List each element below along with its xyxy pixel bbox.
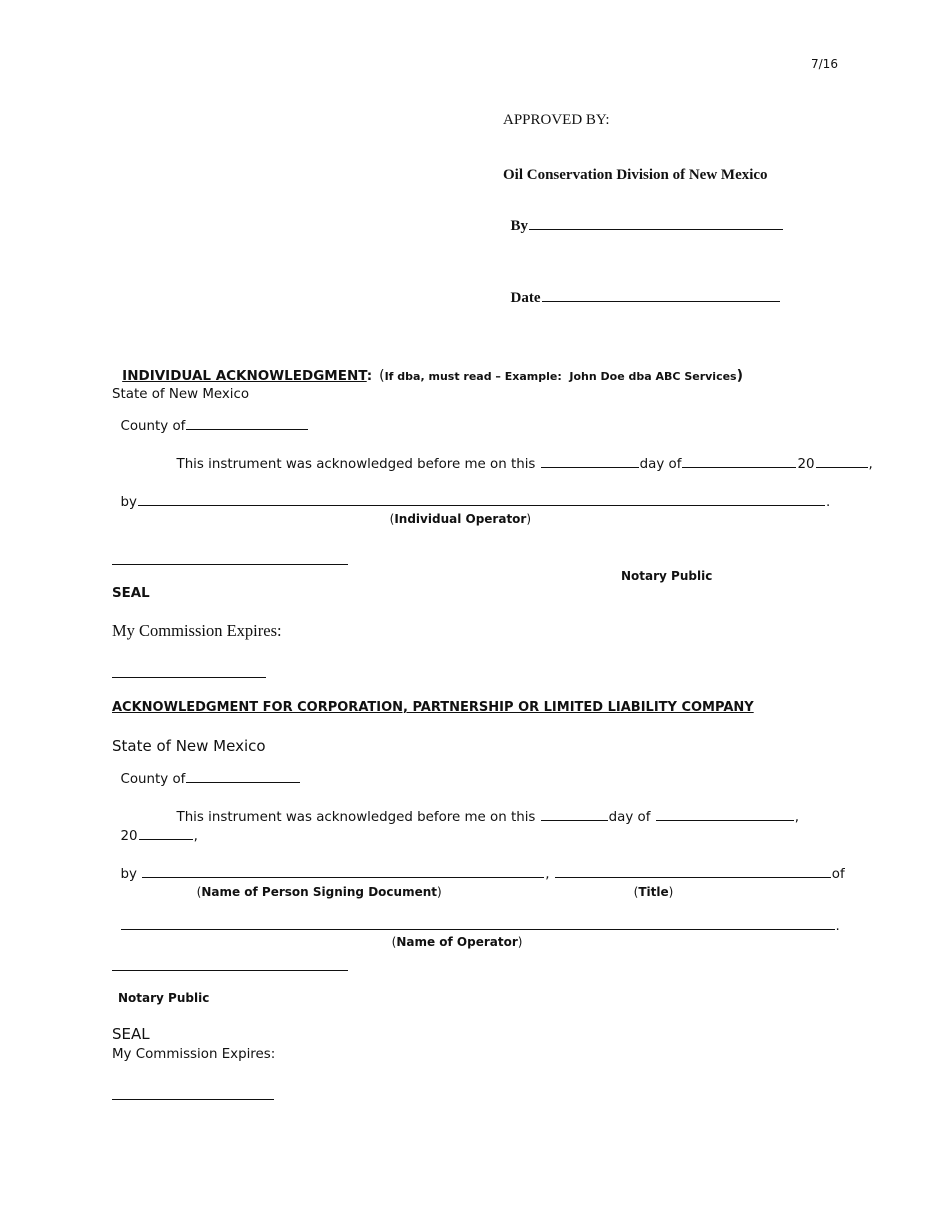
individual-month-field[interactable] — [682, 466, 796, 468]
individual-seal-label: SEAL — [112, 586, 150, 601]
corporate-instrument-line — [168, 798, 799, 825]
approved-by-label: APPROVED BY: — [503, 112, 610, 128]
approval-by-label: By — [510, 218, 529, 234]
individual-county-label: County of — [120, 419, 186, 435]
approval-date-line — [503, 276, 781, 306]
corporate-county-field[interactable] — [186, 781, 300, 783]
corporate-seal-label: SEAL — [112, 1025, 150, 1043]
corporate-state: State of New Mexico — [112, 737, 266, 755]
individual-heading-line — [112, 351, 743, 384]
approval-signature-field[interactable] — [529, 228, 783, 230]
corporate-instrument-text: This instrument was acknowledged before me on this — [176, 810, 536, 826]
individual-operator-caption: (Individual Operator) — [389, 512, 532, 526]
note-paren-close: ) — [736, 368, 744, 384]
individual-state: State of New Mexico — [112, 387, 250, 402]
approval-date-field[interactable] — [542, 300, 780, 302]
individual-commission-date-line[interactable] — [112, 677, 266, 678]
corporate-year-line — [112, 817, 198, 844]
individual-date-day-field[interactable] — [541, 466, 639, 468]
individual-commission-expires: My Commission Expires: — [112, 621, 282, 640]
approval-by-line — [503, 204, 784, 234]
corporate-notary-public-label: Notary Public — [118, 991, 210, 1005]
corporate-title-caption: (Title) — [633, 885, 674, 899]
corporate-commission-date-line[interactable] — [112, 1099, 274, 1100]
corporate-operator-caption: (Name of Operator) — [391, 935, 523, 949]
individual-instrument-text: This instrument was acknowledged before me on this — [176, 457, 536, 473]
corporate-by-comma: , — [545, 867, 550, 883]
individual-by-label: by — [120, 495, 137, 511]
page-number: 7/16 — [811, 57, 838, 71]
corporate-year-comma: , — [193, 829, 198, 845]
corporate-month-comma: , — [794, 810, 799, 826]
individual-county-field[interactable] — [186, 428, 308, 430]
individual-dba-note: If dba, must read – Example: John Doe dba ABC Services — [384, 370, 737, 383]
corporate-of-label: of — [831, 867, 845, 883]
individual-notary-public-label: Notary Public — [621, 569, 713, 583]
corporate-operator-period: . — [835, 919, 840, 935]
individual-by-period: . — [825, 495, 831, 511]
corporate-by-label: by — [120, 867, 137, 883]
corporate-year-field[interactable] — [139, 838, 193, 840]
corporate-notary-signature-line[interactable] — [112, 970, 348, 971]
individual-notary-signature-line[interactable] — [112, 564, 348, 565]
individual-county-line — [112, 407, 309, 434]
corporate-county-label: County of — [120, 772, 186, 788]
corporate-day-of-label: day of — [608, 810, 651, 826]
individual-year-field[interactable] — [816, 466, 868, 468]
individual-instrument-line — [168, 445, 873, 472]
corporate-month-field[interactable] — [656, 819, 794, 821]
individual-heading-colon: : — [366, 368, 373, 384]
individual-year-prefix: 20 — [797, 457, 815, 473]
approval-date-label: Date — [510, 290, 541, 306]
individual-day-of-label: day of — [639, 457, 682, 473]
corporate-county-line — [112, 760, 301, 787]
corporate-heading: ACKNOWLEDGMENT FOR CORPORATION, PARTNERSHIP OR LIMITED LIABILITY COMPANY — [112, 700, 754, 715]
corporate-title-field[interactable] — [555, 876, 831, 878]
agency-name: Oil Conservation Division of New Mexico — [503, 167, 768, 183]
individual-heading: INDIVIDUAL ACKNOWLEDGMENT — [122, 368, 367, 384]
corporate-commission-expires: My Commission Expires: — [112, 1047, 276, 1062]
note-paren-open: ( — [379, 368, 385, 384]
individual-year-comma: , — [868, 457, 873, 473]
corporate-year-prefix: 20 — [120, 829, 138, 845]
corporate-date-day-field[interactable] — [541, 819, 608, 821]
corporate-person-caption: (Name of Person Signing Document) — [196, 885, 442, 899]
